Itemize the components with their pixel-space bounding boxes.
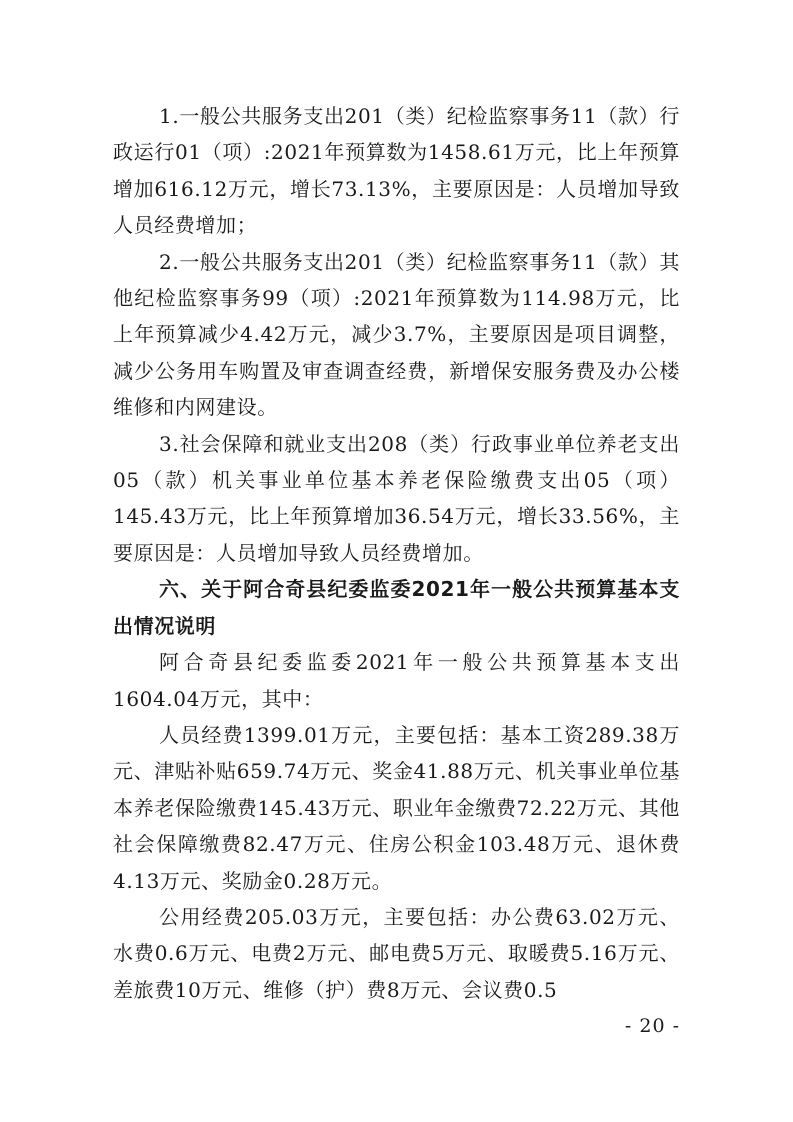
paragraph-item-1: 1.一般公共服务支出201（类）纪检监察事务11（款）行政运行01（项）:2021年预算数为1458.61万元，比上年预算增加616.12万元，增长73.13%，主要原因是：人员增加导致人员经费增加； [113,104,680,238]
paragraph-public-expenses: 公用经费205.03万元，主要包括：办公费63.02万元、水费0.6万元、电费2万元、邮电费5万元、取暖费5.16万元、差旅费10万元、维修（护）费8万元、会议费0.5 [113,904,680,1002]
document-body [113,98,680,1008]
page-number: - 20 - [624,1015,680,1037]
paragraph-summary: 阿合奇县纪委监委2021年一般公共预算基本支出1604.04万元，其中： [113,650,680,711]
paragraph-item-2: 2.一般公共服务支出201（类）纪检监察事务11（款）其他纪检监察事务99（项）:2021年预算数为114.98万元，比上年预算减少4.42万元，减少3.7%，主要原因是项目调整，减少公务用车购置及审查调查经费，新增保安服务费及办公楼维修和内网建设。 [113,249,680,420]
paragraph-item-3: 3.社会保障和就业支出208（类）行政事业单位养老支出05（款）机关事业单位基本养老保险缴费支出05（项）145.43万元，比上年预算增加36.54万元，增长33.56%，主要原因是：人员增加导致人员经费增加。 [113,431,680,565]
section-heading: 六、关于阿合奇县纪委监委2021年一般公共预算基本支出情况说明 [113,577,680,638]
paragraph-personnel-expenses: 人员经费1399.01万元，主要包括：基本工资289.38万元、津贴补贴659.74万元、奖金41.88万元、机关事业单位基本养老保险缴费145.43万元、职业年金缴费72.22万元、其他社会保障缴费82.47万元、住房公积金103.48万元、退休费4.13万元、奖励金0.28万元。 [113,722,680,893]
